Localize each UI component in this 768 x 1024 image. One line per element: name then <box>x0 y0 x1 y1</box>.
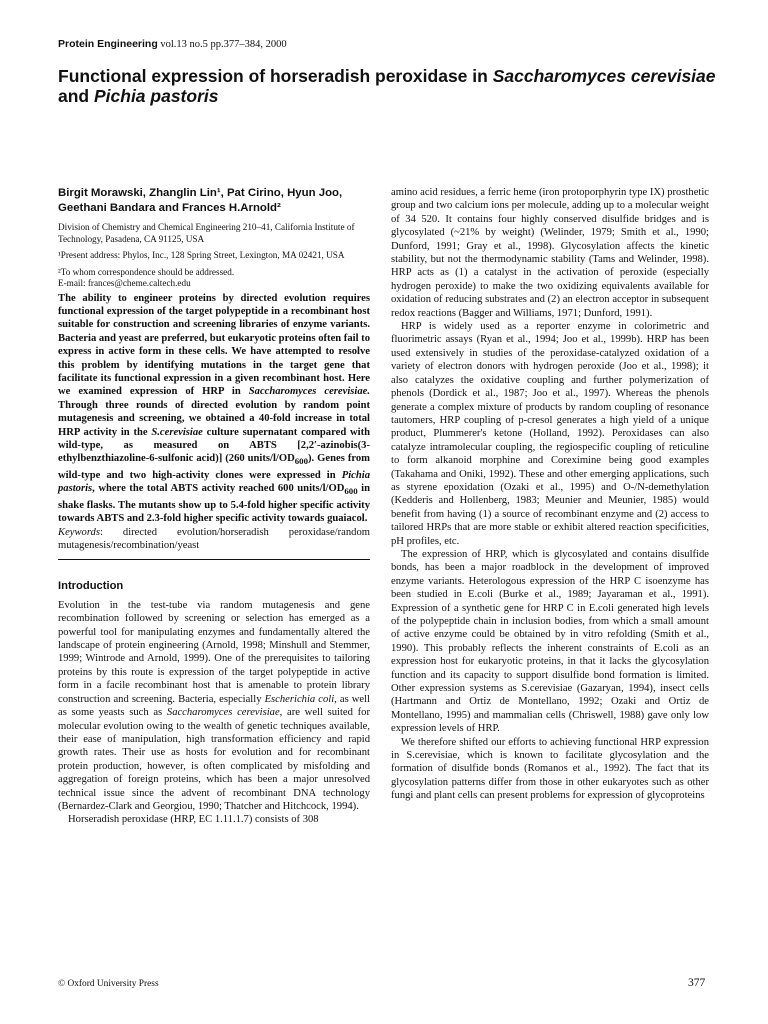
intro-paragraph-2: Horseradish peroxidase (HRP, EC 1.11.1.7) consists of 308 <box>68 814 319 826</box>
abstract-italic: Saccharomyces cerevisiae. <box>248 386 370 398</box>
correspondence-email[interactable]: E-mail: frances@cheme.caltech.edu <box>58 278 191 288</box>
journal-header <box>58 38 287 50</box>
intro-text: Evolution in the test-tube via random mutagenesis and gene recombination followed by screening or selection has emerged as a powerful tool for manipulating enzymes and fundamentally altered the landscape of protein engineering (Arnold, 1998; Minshull and Stemmer, 1999; Wintrode and Arnold, 1999). One of the prerequisites to tailoring proteins by this route is expression of the target polypeptide in active form in a facile recombinant host that is amenable to protein library construction and screening. Bacteria, especially <box>58 599 370 705</box>
abstract-subscript: 600 <box>344 486 358 497</box>
abstract-text: culture supernatant compared with wild-type, as measured on ABTS [2,2′-azinobis(3-ethylbenzthiazoline-6-sulfonic acid)] (260 units/l/OD <box>58 426 370 465</box>
page-number: 377 <box>688 977 706 989</box>
authors-line-2: Geethani Bandara and Frances H.Arnold² <box>58 202 281 214</box>
abstract-text: The ability to engineer proteins by directed evolution requires functional expression of the target polypeptide in a recombinant host suitable for construction and screening libraries of enzyme variants. Bacteria and yeast are preferred, but eukaryotic proteins often fail to express in active form in these cells. We have attempted to resolve this problem by identifying mutations in the target gene that facilitate its functional expression in a given recombinant host. Here we examined expression of HRP in <box>58 292 370 398</box>
affiliation: Division of Chemistry and Chemical Engineering 210–41, California Institute of Technology, Pasadena, CA 91125, USA <box>58 222 355 244</box>
correspondence-note <box>58 267 370 290</box>
body-paragraph-3: The expression of HRP, which is glycosylated and contains disulfide bonds, has been a major roadblock in the development of improved enzyme variants. Heterologous expression of the HRP C isoenzyme has been studied in E.coli (Burke et al., 1989; Jayaraman et al., 1991). Expression of a synthetic gene for HRP C in E.coli generated high levels of the polypeptide chain in inclusion bodies, from which a small amount of active enzyme could be obtained by in vitro refolding (Smith et al., 1990). This probably reflects the inherent constraints of E.coli as an expression host for eukaryotic proteins, in that it lacks the glycosylation function and its capacity to support disulfide bond formation is limited. Other expression systems as S.cerevisiae (Gazaryan, 1994), insect cells (Hartmann and Ortiz de Montellano, 1992; Ozaki and Ortiz de Montellano, 1995) and mammalian cells (Chriswell, 1988) gave only low expression levels of HRP. <box>391 548 709 735</box>
keywords <box>58 526 370 553</box>
section-divider <box>58 559 370 560</box>
abstract-text: in shake flasks. The mutants show up to 5.4-fold higher specific activity towards ABTS and 2.3-fold higher specific activity towards guaiacol. <box>58 483 370 525</box>
left-column <box>58 186 370 827</box>
title-text-2: and <box>58 86 94 106</box>
title-species-2: Pichia pastoris <box>93 86 219 106</box>
title-species-1: Saccharomyces cerevisiae <box>492 66 716 86</box>
author-list <box>58 186 370 216</box>
intro-text: , as well as some yeasts such as <box>58 693 371 719</box>
intro-text: , are well suited for molecular evolution owing to the wealth of genetic techniques available, their ease of manipulation, high transformation efficiency and rapid growth rates. Their use as hosts for evolution and for recombinant protein production, however, is often complicated by misfolding and aggregation of foreign proteins, which has been a major unresolved technical issue since the advent of recombinant DNA technology (Bernardez-Clark and Georgiou, 1990; Thatcher and Hitchcock, 1994). <box>58 707 370 812</box>
publisher-footer: © Oxford University Press <box>58 979 159 989</box>
intro-paragraph-1 <box>58 599 370 814</box>
body-paragraph-4: We therefore shifted our efforts to achieving functional HRP expression in S.cerevisiae, which is known to facilitate glycosylation and the formation of disulfide bonds (Romanos et al., 1992). The fact that its glycosylation patterns differ from those in other eukaryotes such as other fungi and plant cells can present problems for expression of glycoproteins <box>391 736 709 802</box>
abstract <box>58 292 370 526</box>
present-address: ¹Present address: Phylos, Inc., 128 Spring Street, Lexington, MA 02421, USA <box>58 250 345 260</box>
abstract-text: ). Genes from wild-type and two high-activity clones were expressed in <box>58 453 371 481</box>
right-column <box>391 186 709 803</box>
intro-italic: Escherichia coli <box>264 693 335 705</box>
authors-line-1: Birgit Morawski, Zhanglin Lin¹, Pat Cirino, Hyun Joo, <box>58 187 343 199</box>
journal-name: Protein Engineering <box>58 38 158 50</box>
abstract-italic: Pichia pastoris <box>58 469 370 495</box>
article-title <box>58 66 718 106</box>
abstract-italic: S.cerevisiae <box>151 426 203 438</box>
journal-citation: vol.13 no.5 pp.377–384, 2000 <box>160 39 287 50</box>
abstract-text: Through three rounds of directed evolution by random point mutagenesis and screening, we obtained a 40-fold increase in total HRP activity in the <box>58 399 370 438</box>
abstract-text: , where the total ABTS activity reached 600 units/l/OD <box>92 483 345 495</box>
section-heading-introduction: Introduction <box>58 580 124 593</box>
body-paragraph-2: HRP is widely used as a reporter enzyme in colorimetric and fluorimetric assays (Ryan et al., 1994; Joo et al., 1999b). HRP has been used extensively in studies of the peroxidase-catalyzed oxidation of a variety of electron donors with hydrogen peroxide (Joo et al., 1998); it also catalyzes the oxidative coupling and further polymerization of phenols (Dordick et al., 1987; Joo et al., 1997). Whereas the phenols generate a complex mixture of products by random coupling of resonance tautomers, HRP coupling of p-cresol generates a high yield of a unique product, Plummerer's ketone (Holland, 1992). Peroxidases can also catalyze intramolecular coupling, the regiospecific coupling of reticuline to form alkanoid morphine and Corexímine being good examples (Takahama and Oniki, 1992). These and other emerging applications, such as styrene epoxidation (Ozaki et al., 1995) and O-/N-demethylation (Kedderis and Hollenberg, 1983; Meunier and Meunier, 1985) would benefit from having (1) a source of recombinant enzyme and (2) access to tailored HRPs that are more stable or exhibit altered reaction specificities, pH profiles, etc. <box>391 321 709 547</box>
correspondence-text: ²To whom correspondence should be addressed. <box>58 266 235 277</box>
body-paragraph-1: amino acid residues, a ferric heme (iron protoporphyrin type IX) prosthetic group and two calcium ions per molecule, adding up to a molecular weight of 34 520. It contains four highly conserved disulfide bridges and is glycosylated (~21% by weight) (Welinder, 1979; Smith et al., 1990; Dunford, 1991; Gray et al., 1998). Glycosylation affects the kinetic stability, but not the thermodynamic stability (Tams and Welinder, 1998). HRP acts as (1) a catalyst in the activation of peroxide (especially hydrogen peroxide) to make the two oxidizing equivalents available for oxidation of reducing substrates and (2) an electron acceptor in subsequent redox reactions (Bagger and Williams, 1971; Dunford, 1991). <box>391 187 709 319</box>
title-text: Functional expression of horseradish peroxidase in <box>58 66 493 86</box>
keywords-label: Keywords <box>58 526 100 538</box>
abstract-subscript: 600 <box>294 456 309 467</box>
keywords-text: : directed evolution/horseradish peroxidase/random mutagenesis/recombination/yeast <box>58 526 370 552</box>
intro-italic: Saccharomyces cerevisiae <box>166 707 280 719</box>
